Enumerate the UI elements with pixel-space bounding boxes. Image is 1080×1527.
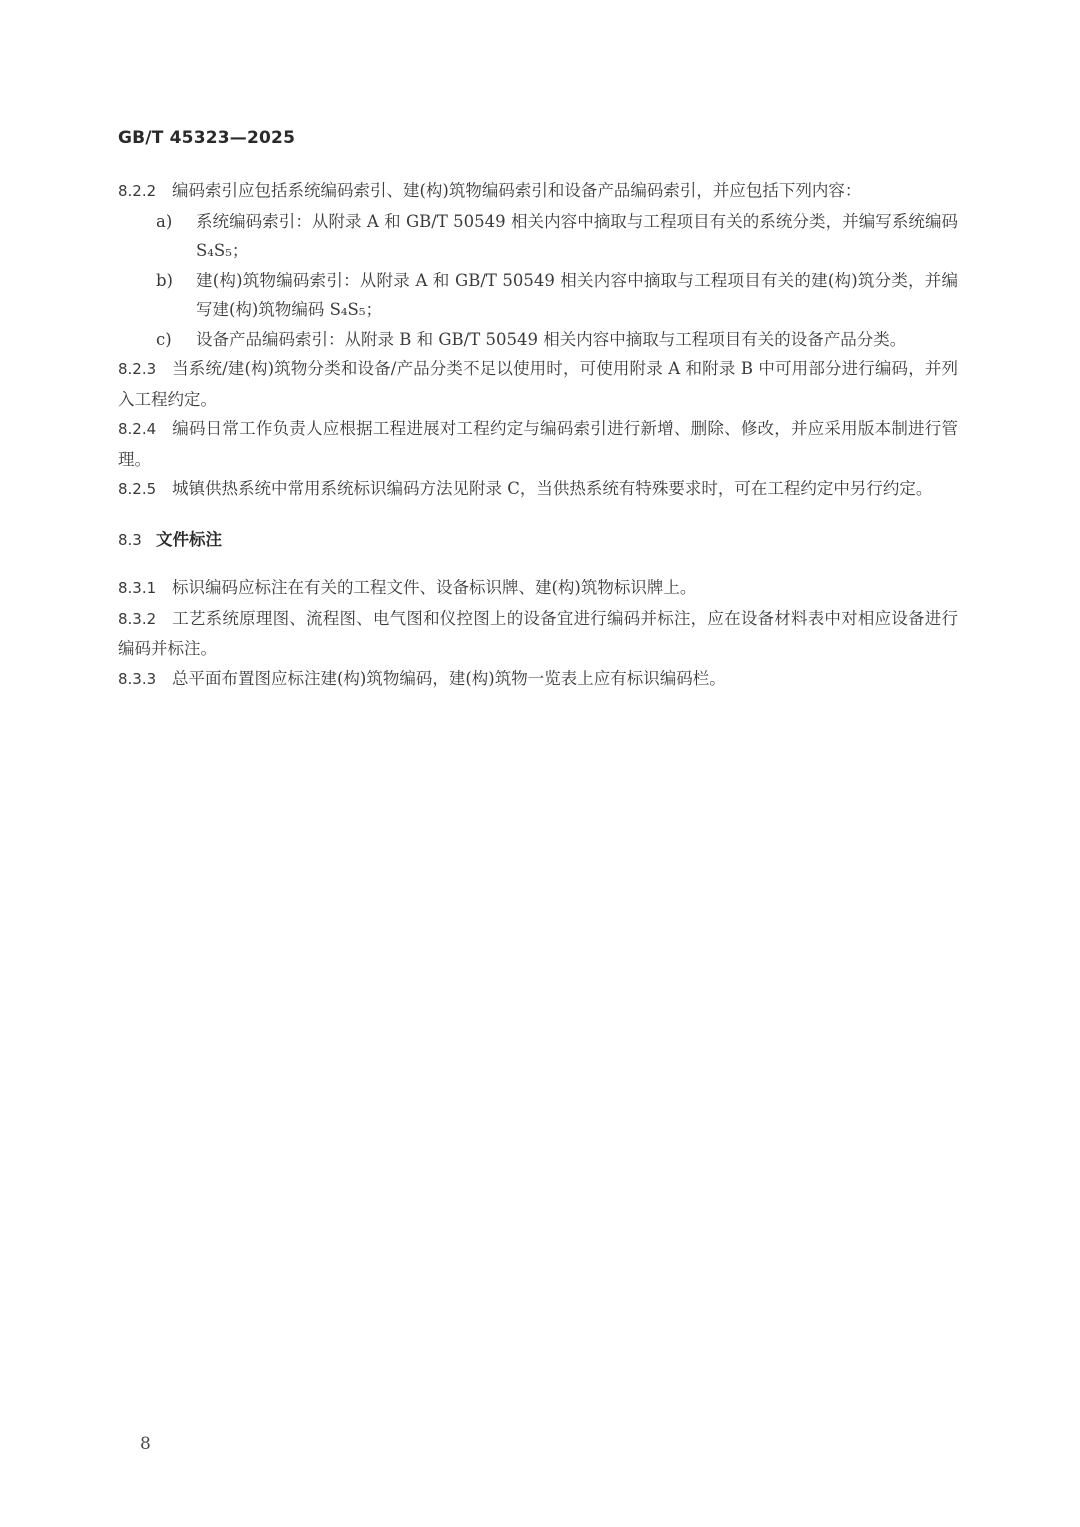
clause-number: 8.2.5	[118, 480, 157, 498]
clause-text: 城镇供热系统中常用系统标识编码方法见附录 C，当供热系统有特殊要求时，可在工程约定中另行约定。	[172, 479, 933, 498]
clause-number: 8.3.1	[118, 579, 157, 597]
clause-8-2-3	[118, 354, 958, 414]
clause-8-2-2	[118, 176, 958, 207]
clause-number: 8.2.3	[118, 360, 157, 378]
list-mark: b)	[156, 270, 173, 290]
clause-text: 工艺系统原理图、流程图、电气图和仪控图上的设备宜进行编码并标注，应在设备材料表中对相应设备进行编码并标注。	[118, 608, 958, 658]
standard-code-header: GB/T 45323—2025	[118, 128, 296, 148]
list-item-text: 设备产品编码索引：从附录 B 和 GB/T 50549 相关内容中摘取与工程项目有关的设备产品分类。	[196, 329, 907, 349]
clause-text: 编码日常工作负责人应根据工程进展对工程约定与编码索引进行新增、删除、修改，并应采用版本制进行管理。	[118, 419, 958, 469]
list-mark: a)	[156, 211, 173, 231]
list-item-c	[118, 325, 958, 355]
clause-8-3-1	[118, 573, 958, 604]
clause-8-2-4	[118, 414, 958, 474]
page-content	[118, 176, 958, 694]
clause-number: 8.3.2	[118, 609, 157, 628]
clause-8-2-5	[118, 474, 958, 505]
clause-text: 总平面布置图应标注建(构)筑物编码，建(构)筑物一览表上应有标识编码栏。	[172, 668, 726, 688]
list-item-b	[118, 266, 958, 325]
section-title: 文件标注	[156, 529, 222, 549]
clause-text: 标识编码应标注在有关的工程文件、设备标识牌、建(构)筑物标识牌上。	[172, 578, 697, 597]
clause-number: 8.2.2	[118, 182, 157, 200]
clause-8-3-3	[118, 664, 958, 695]
list-item-text: 系统编码索引：从附录 A 和 GB/T 50549 相关内容中摘取与工程项目有关的系统分类，并编写系统编码 S₄S₅；	[196, 211, 958, 260]
section-number: 8.3	[118, 530, 142, 549]
list-item-a	[118, 207, 958, 266]
clause-text: 当系统/建(构)筑物分类和设备/产品分类不足以使用时，可使用附录 A 和附录 B 中可用部分进行编码，并列入工程约定。	[118, 359, 958, 409]
clause-number: 8.3.3	[118, 669, 157, 688]
page-number: 8	[140, 1434, 151, 1454]
list-item-text: 建(构)筑物编码索引：从附录 A 和 GB/T 50549 相关内容中摘取与工程项目有关的建(构)筑分类，并编写建(构)筑物编码 S₄S₅；	[196, 270, 958, 319]
clause-8-3-2	[118, 604, 958, 664]
list-mark: c)	[156, 329, 172, 349]
clause-number: 8.2.4	[118, 420, 157, 438]
clause-text: 编码索引应包括系统编码索引、建(构)筑物编码索引和设备产品编码索引，并应包括下列内容：	[172, 181, 862, 200]
section-heading-8-3	[118, 525, 958, 556]
